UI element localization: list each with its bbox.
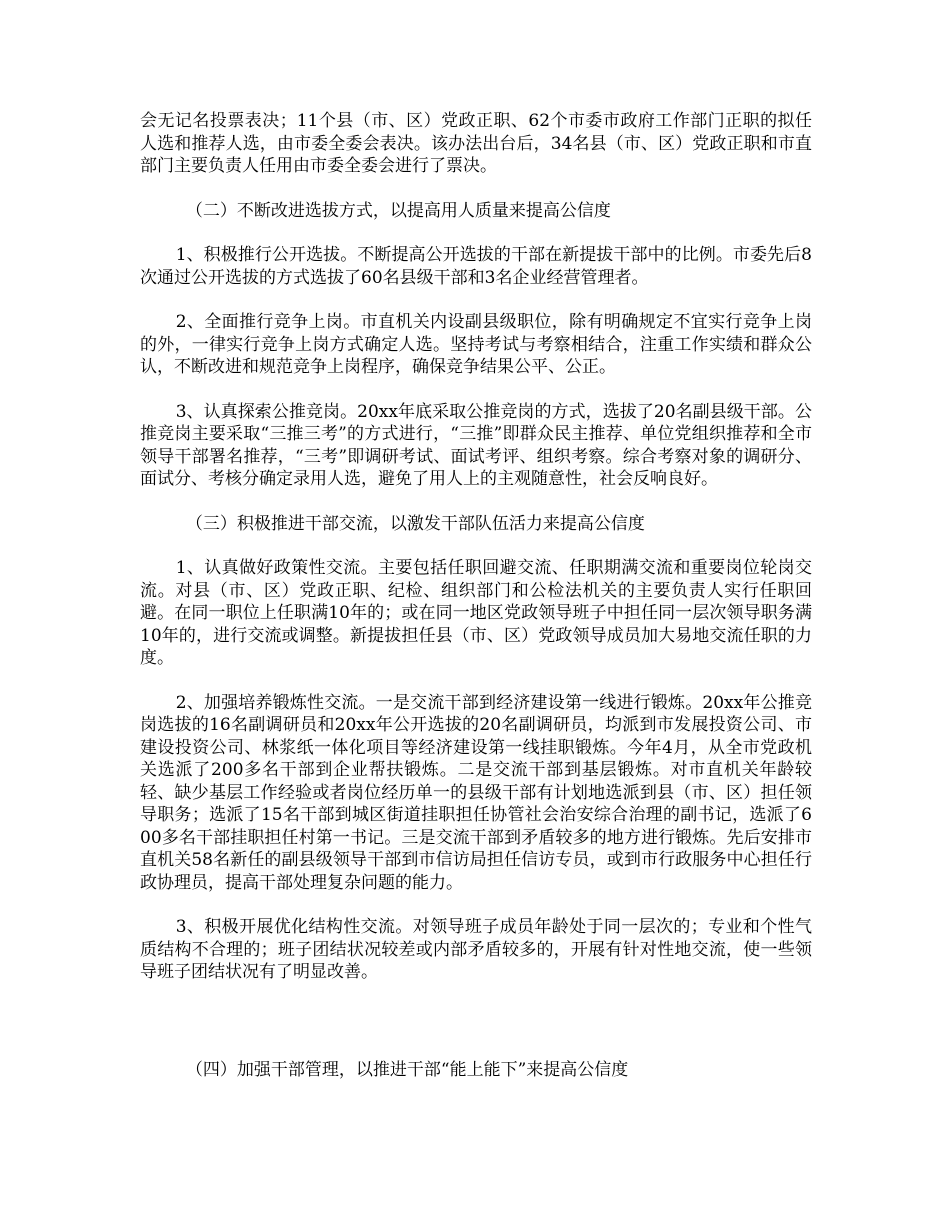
section-heading-2: （二）不断改进选拔方式，以提高用人质量来提高公信度 xyxy=(185,200,611,221)
paragraph-structure-exchange: 3、积极开展优化结构性交流。对领导班子成员年龄处于同一层次的；专业和个性气质结构不合理的；班子团结状况较差或内部矛盾较多的，开展有针对性地交流，使一些领导班子团结状况有了明显改善。 xyxy=(140,917,812,982)
paragraph-public-recommendation: 3、认真探索公推竞岗。20xx年底采取公推竞岗的方式，选拔了20名副县级干部。公推竞岗主要采取“三推三考”的方式进行，“三推”即群众民主推荐、单位党组织推荐和全市领导干部署名推荐，“三考”即调研考试、面试考评、组织考察。综合考察对象的调研分、面试分、考核分确定录用人选，避免了用人上的主观随意性，社会反响良好。 xyxy=(140,401,812,489)
paragraph-open-selection: 1、积极推行公开选拔。不断提高公开选拔的干部在新提拔干部中的比例。市委先后8次通过公开选拔的方式选拔了60名县级干部和3名企业经营管理者。 xyxy=(140,245,812,288)
section-heading-3: （三）积极推进干部交流，以激发干部队伍活力来提高公信度 xyxy=(185,513,645,534)
document-page xyxy=(140,110,812,1081)
paragraph-training-exchange: 2、加强培养锻炼性交流。一是交流干部到经济建设第一线进行锻炼。20xx年公推竞岗选拔的16名副调研员和20xx年公开选拔的20名副调研员，均派到市发展投资公司、市建设投资公司、林浆纸一体化项目等经济建设第一线挂职锻炼。今年4月，从全市党政机关选派了200多名干部到企业帮扶锻炼。二是交流干部到基层锻炼。对市直机关年龄较轻、缺少基层工作经验或者岗位经历单一的县级干部有计划地选派到县（市、区）担任领导职务；选派了15名干部到城区街道挂职担任协管社会治安综合治理的副书记，选派了600多名干部挂职担任村第一书记。三是交流干部到矛盾较多的地方进行锻炼。先后安排市直机关58名新任的副县级领导干部到市信访局担任信访专员，或到市行政服务中心担任行政协理员，提高干部处理复杂问题的能力。 xyxy=(140,692,812,893)
section-heading-4: （四）加强干部管理，以推进干部“能上能下”来提高公信度 xyxy=(185,1059,629,1080)
paragraph-voting: 会无记名投票表决；11个县（市、区）党政正职、62个市委市政府工作部门正职的拟任人选和推荐人选，由市委全委会表决。该办法出台后，34名县（市、区）党政正职和市直部门主要负责人任用由市委全委会进行了票决。 xyxy=(140,111,812,176)
paragraph-competition: 2、全面推行竞争上岗。市直机关内设副县级职位，除有明确规定不宜实行竞争上岗的外，一律实行竞争上岗方式确定人选。坚持考试与考察相结合，注重工作实绩和群众公认，不断改进和规范竞争上岗程序，确保竞争结果公平、公正。 xyxy=(140,312,812,377)
paragraph-policy-exchange: 1、认真做好政策性交流。主要包括任职回避交流、任职期满交流和重要岗位轮岗交流。对县（市、区）党政正职、纪检、组织部门和公检法机关的主要负责人实行任职回避。在同一职位上任职满10年的；或在同一地区党政领导班子中担任同一层次领导职务满10年的，进行交流或调整。新提拔担任县（市、区）党政领导成员加大易地交流任职的力度。 xyxy=(140,558,812,668)
